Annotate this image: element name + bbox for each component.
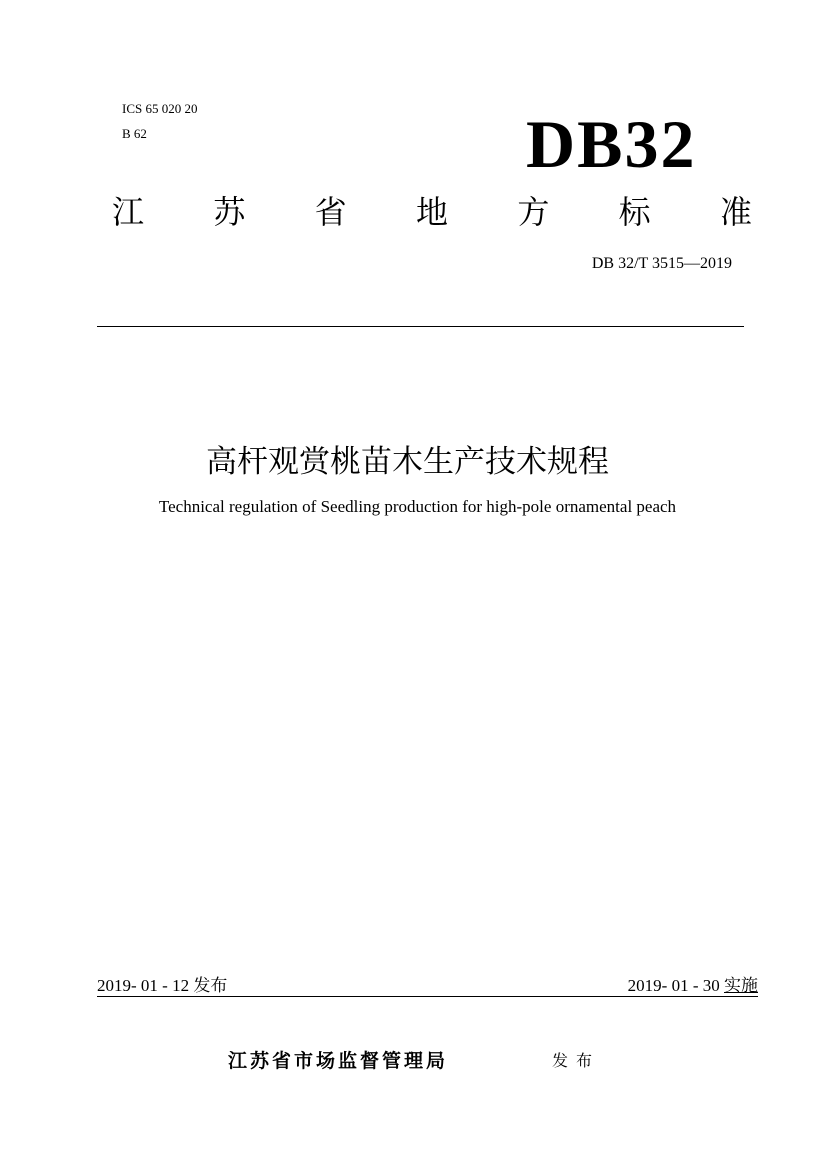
top-divider: [97, 326, 744, 327]
implementation-date-label: 实施: [724, 976, 758, 996]
standard-mark: DB32: [526, 106, 697, 182]
issue-date-value: 2019- 01 - 12: [97, 976, 190, 995]
issuing-authority: 江苏省市场监督管理局: [228, 1050, 449, 1072]
standard-type-heading: [112, 188, 752, 236]
title-chinese: 高杆观赏桃苗木生产技术规程: [206, 444, 609, 480]
standard-type-char: 省: [314, 193, 347, 231]
implementation-date-value: 2019- 01 - 30: [627, 976, 720, 995]
standard-type-char: 苏: [213, 193, 246, 231]
issue-date-label: 发布: [193, 976, 228, 996]
implementation-date: [628, 975, 758, 997]
title-english: Technical regulation of Seedling production for high-pole ornamental peach: [158, 497, 677, 516]
standard-type-char: 江: [112, 193, 145, 231]
standard-type-char: 地: [415, 193, 448, 231]
ics-code: ICS 65 020 20: [122, 101, 198, 116]
issue-word: 发布: [552, 1051, 601, 1070]
standard-type-char: 方: [517, 193, 550, 231]
standard-type-char: 准: [719, 193, 752, 231]
standard-number: DB 32/T 3515—2019: [591, 255, 732, 272]
ccs-code: B 62: [122, 126, 147, 141]
issue-date: [97, 975, 227, 997]
standard-type-char: 标: [618, 193, 651, 231]
bottom-divider: [97, 996, 758, 997]
